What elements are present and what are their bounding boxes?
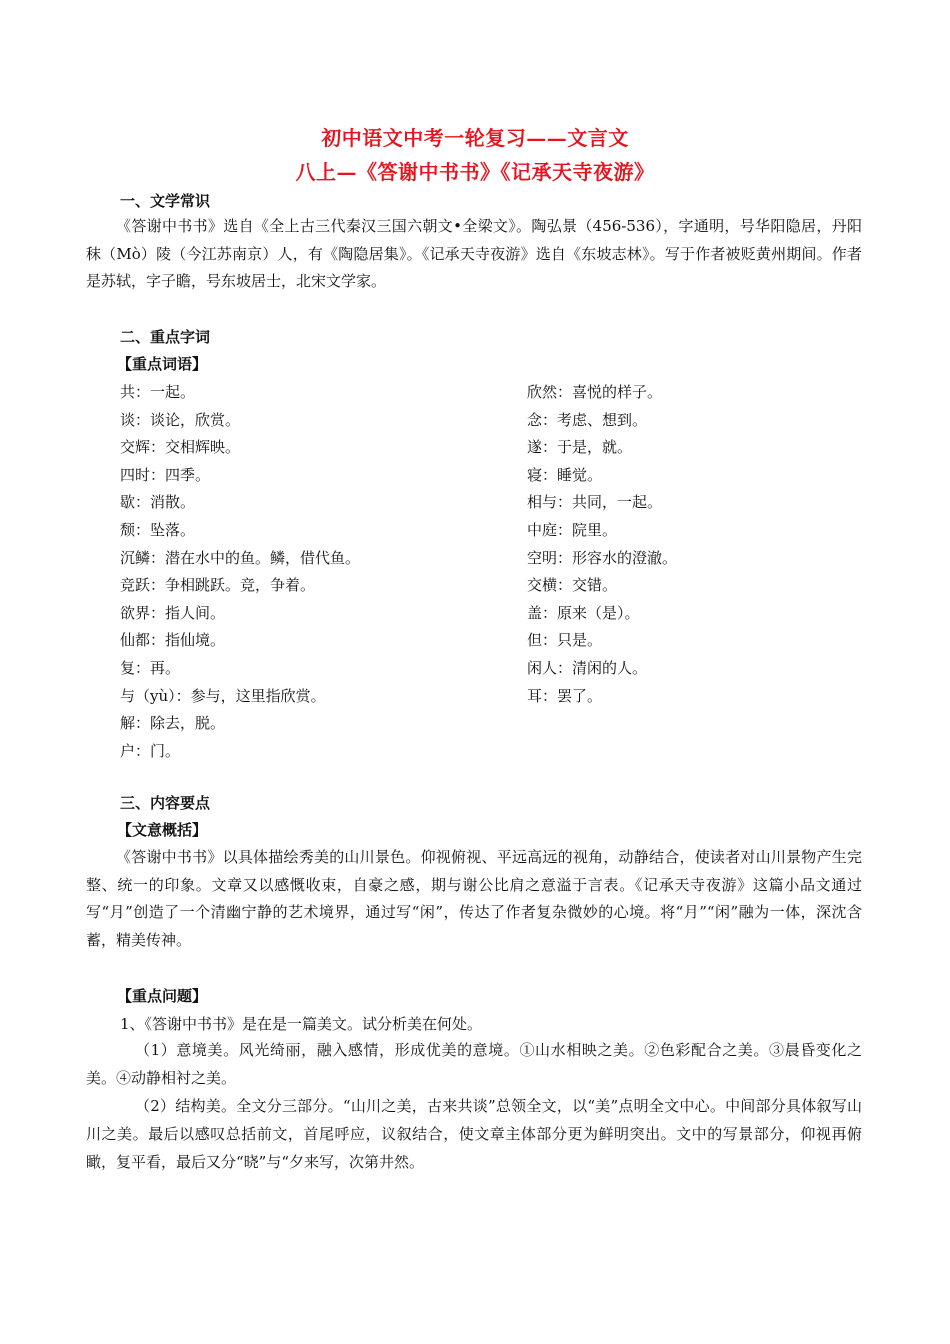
document-subtitle: 八上—《答谢中书书》《记承天寺夜游》	[295, 160, 655, 184]
vocab-item: 颓：坠落。	[120, 520, 196, 539]
question-1: 1、《答谢中书书》是在是一篇美文。试分析美在何处。	[120, 1015, 483, 1033]
vocab-list-left	[120, 379, 360, 765]
vocab-item: 中庭：院里。	[527, 520, 618, 539]
literary-knowledge-paragraph: 《答谢中书书》选自《全上古三代秦汉三国六朝文•全梁文》。陶弘景（456-536），字通明，号华阳隐居，丹阳秣（Mò）陵（今江苏南京）人，有《陶隐居集》。《记承天寺夜游》选自《东坡志林》。写于作者被贬黄州期间。作者是苏轼，字子瞻，号东坡居士，北宋文学家。	[86, 217, 862, 290]
subheading-key-terms: 【重点词语】	[117, 355, 208, 373]
subheading-key-questions: 【重点问题】	[117, 987, 208, 1005]
vocab-item: 寝：睡觉。	[527, 465, 603, 484]
summary-paragraph: 《答谢中书书》以具体描绘秀美的山川景色。仰视俯视、平远高远的视角，动静结合，使读者对山川景物产生完整、统一的印象。文章又以感慨收束，自豪之感，期与谢公比肩之意溢于言表。《记承天寺夜游》这篇小品文通过写“月”创造了一个清幽宁静的艺术境界，通过写“闲”，传达了作者复杂微妙的心境。将“月”“闲”融为一体，深沈含蓄，精美传神。	[86, 848, 862, 949]
vocab-item: 解：除去，脱。	[120, 714, 226, 733]
subheading-summary: 【文意概括】	[117, 821, 208, 839]
document-title: 初中语文中考一轮复习——文言文	[321, 126, 629, 150]
vocab-item: 欲界：指人间。	[120, 603, 226, 622]
vocab-item: 欣然：喜悦的样子。	[527, 383, 663, 401]
vocab-item: 耳：罢了。	[527, 686, 603, 705]
vocab-item: 盖：原来（是）。	[527, 603, 640, 622]
vocab-list-right	[527, 379, 677, 710]
vocab-item: 相与：共同，一起。	[527, 493, 663, 512]
vocab-item: 歇：消散。	[120, 493, 196, 512]
vocab-item: 念：考虑、想到。	[527, 410, 648, 429]
answer-1-part-2: （2）结构美。全文分三部分。“山川之美，古来共谈”总领全文，以“美”点明全文中心。中间部分具体叙写山川之美。最后以感叹总括前文，首尾呼应，议叙结合，使文章主体部分更为鲜明突出。文中的写景部分，仰视再俯瞰，复平看，最后又分“晓”与“夕来写，次第井然。	[86, 1097, 862, 1171]
section-heading-key-words: 二、重点字词	[120, 328, 211, 346]
vocab-item: 谈：谈论，欣赏。	[120, 410, 241, 429]
answer-1-part-1: （1）意境美。风光绮丽，融入感情，形成优美的意境。①山水相映之美。②色彩配合之美。③晨昏变化之美。④动静相衬之美。	[86, 1041, 862, 1087]
vocab-item: 但：只是。	[527, 631, 603, 650]
vocab-item: 四时：四季。	[120, 465, 211, 484]
vocab-item: 交横：交错。	[527, 576, 618, 595]
vocab-item: 共：一起。	[120, 383, 196, 401]
vocab-item: 闲人：清闲的人。	[527, 658, 648, 677]
vocab-item: 户：门。	[120, 741, 181, 760]
vocab-item: 交辉：交相辉映。	[120, 438, 241, 457]
vocab-item: 沉鳞：潜在水中的鱼。鳞，借代鱼。	[120, 548, 361, 567]
section-heading-literary-knowledge: 一、文学常识	[120, 192, 211, 210]
vocab-item: 竞跃：争相跳跃。竞，争着。	[120, 576, 316, 595]
section-heading-content-points: 三、内容要点	[120, 794, 211, 812]
vocab-item: 复：再。	[120, 658, 181, 677]
vocab-item: 与（yù）：参与，这里指欣赏。	[120, 686, 326, 705]
vocab-item: 遂：于是，就。	[527, 438, 633, 457]
vocab-item: 空明：形容水的澄澈。	[527, 548, 678, 567]
vocab-item: 仙都：指仙境。	[120, 631, 226, 650]
